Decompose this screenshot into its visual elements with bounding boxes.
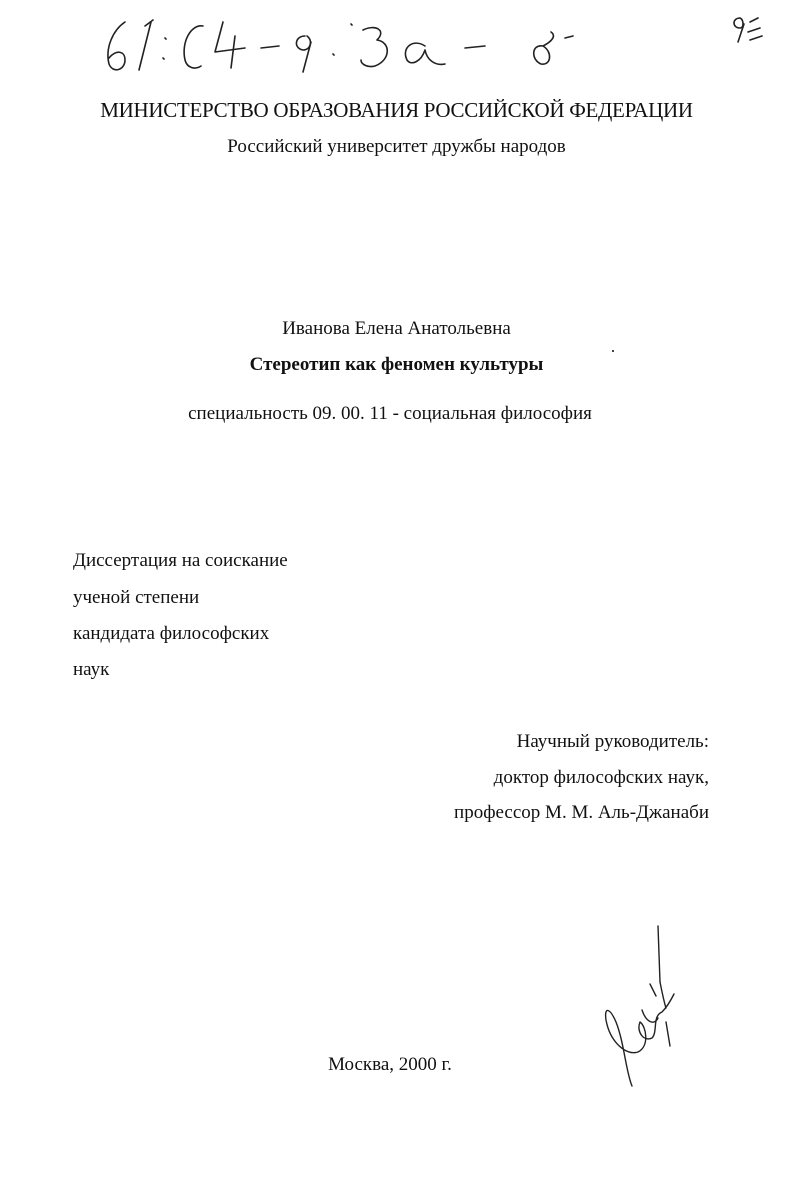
handwritten-page-mark <box>728 12 768 46</box>
dissertation-line-1: Диссертация на соискание <box>73 550 288 571</box>
ministry-heading: МИНИСТЕРСТВО ОБРАЗОВАНИЯ РОССИЙСКОЙ ФЕДЕРАЦИИ <box>100 98 693 122</box>
supervisor-line-1: Научный руководитель: <box>516 731 709 752</box>
specialty-line: специальность 09. 00. 11 - социальная философия <box>188 403 592 424</box>
supervisor-line-2: доктор философских наук, <box>493 767 709 788</box>
supervisor-line-3: профессор М. М. Аль-Джанаби <box>454 802 709 823</box>
dissertation-line-2: ученой степени <box>73 587 200 608</box>
author-name: Иванова Елена Анатольевна <box>282 318 511 339</box>
scan-speck <box>612 350 614 352</box>
dissertation-line-4: наук <box>73 659 110 680</box>
university-name: Российский университет дружбы народов <box>227 136 566 157</box>
handwritten-catalog-number <box>95 8 585 78</box>
city-year: Москва, 2000 г. <box>328 1054 452 1075</box>
dissertation-line-3: кандидата философских <box>73 623 270 644</box>
dissertation-title: Стереотип как феномен культуры <box>249 354 544 375</box>
